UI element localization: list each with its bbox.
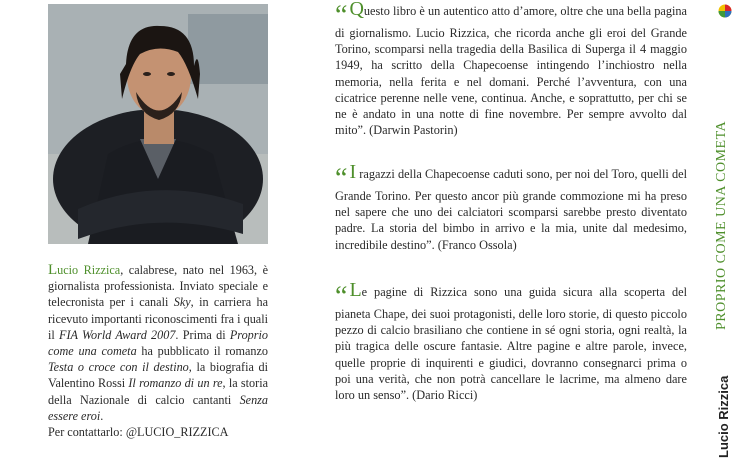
quote-darwin-pastorin: “ Questo libro è un autentico atto d’amore, oltre che una bella pagina di giornalismo. Lucio Rizzica, che ricorda anche gli eroi del Grande Torino, scomparsi nella tragedia della Basilica di Superga il 4 maggio 1949, ha scritto della Chapecoense intingendo l’inchiostro nella memoria, nella ferita e nel domani. Perché l’avventura, con una cicatrice perenne nelle vene, continua. Anche, e soprattutto, per chi se ne è andato in una notte di fine novembre. Per sempre avvolto dal mito”. (Darwin Pastorin)	[335, 0, 687, 138]
quote-franco-ossola: “ I ragazzi della Chapecoense caduti sono, per noi del Toro, quelli del Grande Torino. Per questo ancor più grande commozione mi ha preso nel sapere che uno dei calciatori scomparsi sarebbe presto diventato padre. La storia del bimbo in arrivo e la mia, unite dal medesimo, incredibile destino”. (Franco Ossola)	[335, 161, 687, 252]
quote-dario-ricci: “ Le pagine di Rizzica sono una guida sicura alla scoperta del pianeta Chape, dei suoi protagonisti, delle loro storie, di questo piccolo pezzo di calcio brasiliano che contiene in sé ogni storia, ogni realtà, la più tragica delle oscure fantasie. Altre pagine e altre parole, invece, quelle proprie di inquirenti e giudici, dovranno consegnarci prima o poi una verità, che non potrà cancellare le lacrime, ma almeno dare loro un senso”. (Dario Ricci)	[335, 279, 687, 403]
author-photo	[48, 4, 268, 244]
author-portrait-illustration	[48, 4, 268, 244]
publisher-logo-icon	[718, 4, 732, 18]
spine-author-name: Lucio Rizzica	[716, 375, 731, 458]
contact-line: Per contattarlo: @LUCIO_RIZZICA	[48, 425, 229, 440]
author-name: Lucio Rizzica	[48, 262, 121, 278]
spine-book-title: PROPRIO COME UNA COMETA	[714, 120, 729, 330]
author-bio: Lucio Rizzica, calabrese, nato nel 1963, è giornalista professionista. Inviato speciale e telecronista per i canali Sky, in carriera ha ricevuto importanti riconoscimenti fra i quali il FIA World Award 2007. Prima di Proprio come una cometa ha pubblicato il romanzo Testa o croce con il destino, la biografia di Valentino Rossi Il romanzo di un re, la storia della Nazionale di calcio cantanti Senza essere eroi. Per contattarlo: @LUCIO_RIZZICA	[48, 262, 268, 440]
